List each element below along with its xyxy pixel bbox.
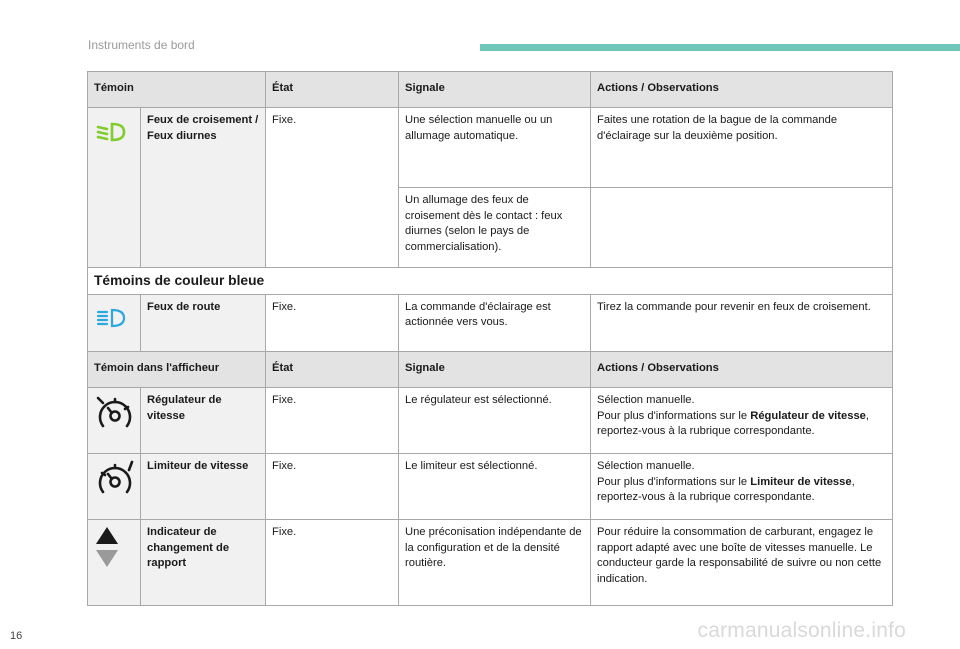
- action-reference: Régulateur de vitesse: [750, 409, 866, 422]
- table-row: [88, 388, 893, 454]
- table-row: [88, 294, 893, 351]
- header-etat: État: [266, 72, 399, 108]
- header-temoin-afficheur: Témoin dans l'afficheur: [88, 352, 266, 388]
- action-text: , reportez-vous à la rubrique correspondante.: [597, 409, 870, 437]
- light-signal: La commande d'éclairage est actionnée vers vous.: [399, 294, 591, 351]
- light-name: Limiteur de vitesse: [141, 454, 266, 520]
- light-signal: Une préconisation indépendante de la configuration et de la densité routière.: [399, 520, 591, 606]
- header-actions: Actions / Observations: [591, 72, 893, 108]
- light-name: Feux de croisement / Feux diurnes: [141, 108, 266, 268]
- watermark: carmanualsonline.info: [697, 619, 906, 642]
- header-signale: Signale: [399, 72, 591, 108]
- light-signal: Un allumage des feux de croisement dès le contact : feux diurnes (selon le pays de commercialisation).: [399, 188, 591, 268]
- blue-lights-section-title: Témoins de couleur bleue: [88, 268, 893, 295]
- action-line: Sélection manuelle.: [597, 394, 695, 406]
- low-beam-headlight-icon: [88, 108, 141, 268]
- section-row: [88, 268, 893, 295]
- light-state: Fixe.: [266, 454, 399, 520]
- light-signal: Le régulateur est sélectionné.: [399, 388, 591, 454]
- light-action: Pour réduire la consommation de carburant, engagez le rapport adapté avec une boîte de vitesses manuelle. Le conducteur garde la responsabilité de suivre ou non cette indication.: [591, 520, 893, 606]
- table-row: [88, 454, 893, 520]
- page-number: 16: [10, 630, 23, 642]
- action-line: Sélection manuelle.: [597, 460, 695, 472]
- high-beam-headlight-icon: [88, 294, 141, 351]
- light-signal: Le limiteur est sélectionné.: [399, 454, 591, 520]
- light-action: Faites une rotation de la bague de la commande d'éclairage sur la deuxième position.: [591, 108, 893, 188]
- light-action: [591, 188, 893, 268]
- action-text: Pour plus d'informations sur le: [597, 409, 751, 422]
- display-lights-table: [87, 351, 893, 606]
- header-etat: État: [266, 352, 399, 388]
- table-row: [88, 108, 893, 188]
- warning-lights-table: [87, 71, 893, 352]
- light-state: Fixe.: [266, 520, 399, 606]
- light-action: [591, 388, 893, 454]
- light-state: Fixe.: [266, 108, 399, 268]
- light-state: Fixe.: [266, 388, 399, 454]
- light-name: Feux de route: [141, 294, 266, 351]
- light-name: Indicateur de changement de rapport: [141, 520, 266, 606]
- section-accent-bar: [480, 44, 960, 51]
- gear-shift-indicator-icon: [88, 520, 141, 606]
- action-reference: Limiteur de vitesse: [750, 475, 852, 488]
- header-temoin: Témoin: [88, 72, 266, 108]
- speed-limiter-icon: [88, 454, 141, 520]
- light-action: Tirez la commande pour revenir en feux de croisement.: [591, 294, 893, 351]
- light-signal: Une sélection manuelle ou un allumage automatique.: [399, 108, 591, 188]
- table-header-row: [88, 72, 893, 108]
- table-row: [88, 520, 893, 606]
- cruise-control-icon: [88, 388, 141, 454]
- header-actions: Actions / Observations: [591, 352, 893, 388]
- action-text: Pour plus d'informations sur le: [597, 475, 751, 488]
- action-text: , reportez-vous à la rubrique correspondante.: [597, 475, 855, 503]
- header-signale: Signale: [399, 352, 591, 388]
- table-header-row: [88, 352, 893, 388]
- section-title: Instruments de bord: [88, 38, 195, 52]
- light-action: [591, 454, 893, 520]
- light-state: Fixe.: [266, 294, 399, 351]
- light-name: Régulateur de vitesse: [141, 388, 266, 454]
